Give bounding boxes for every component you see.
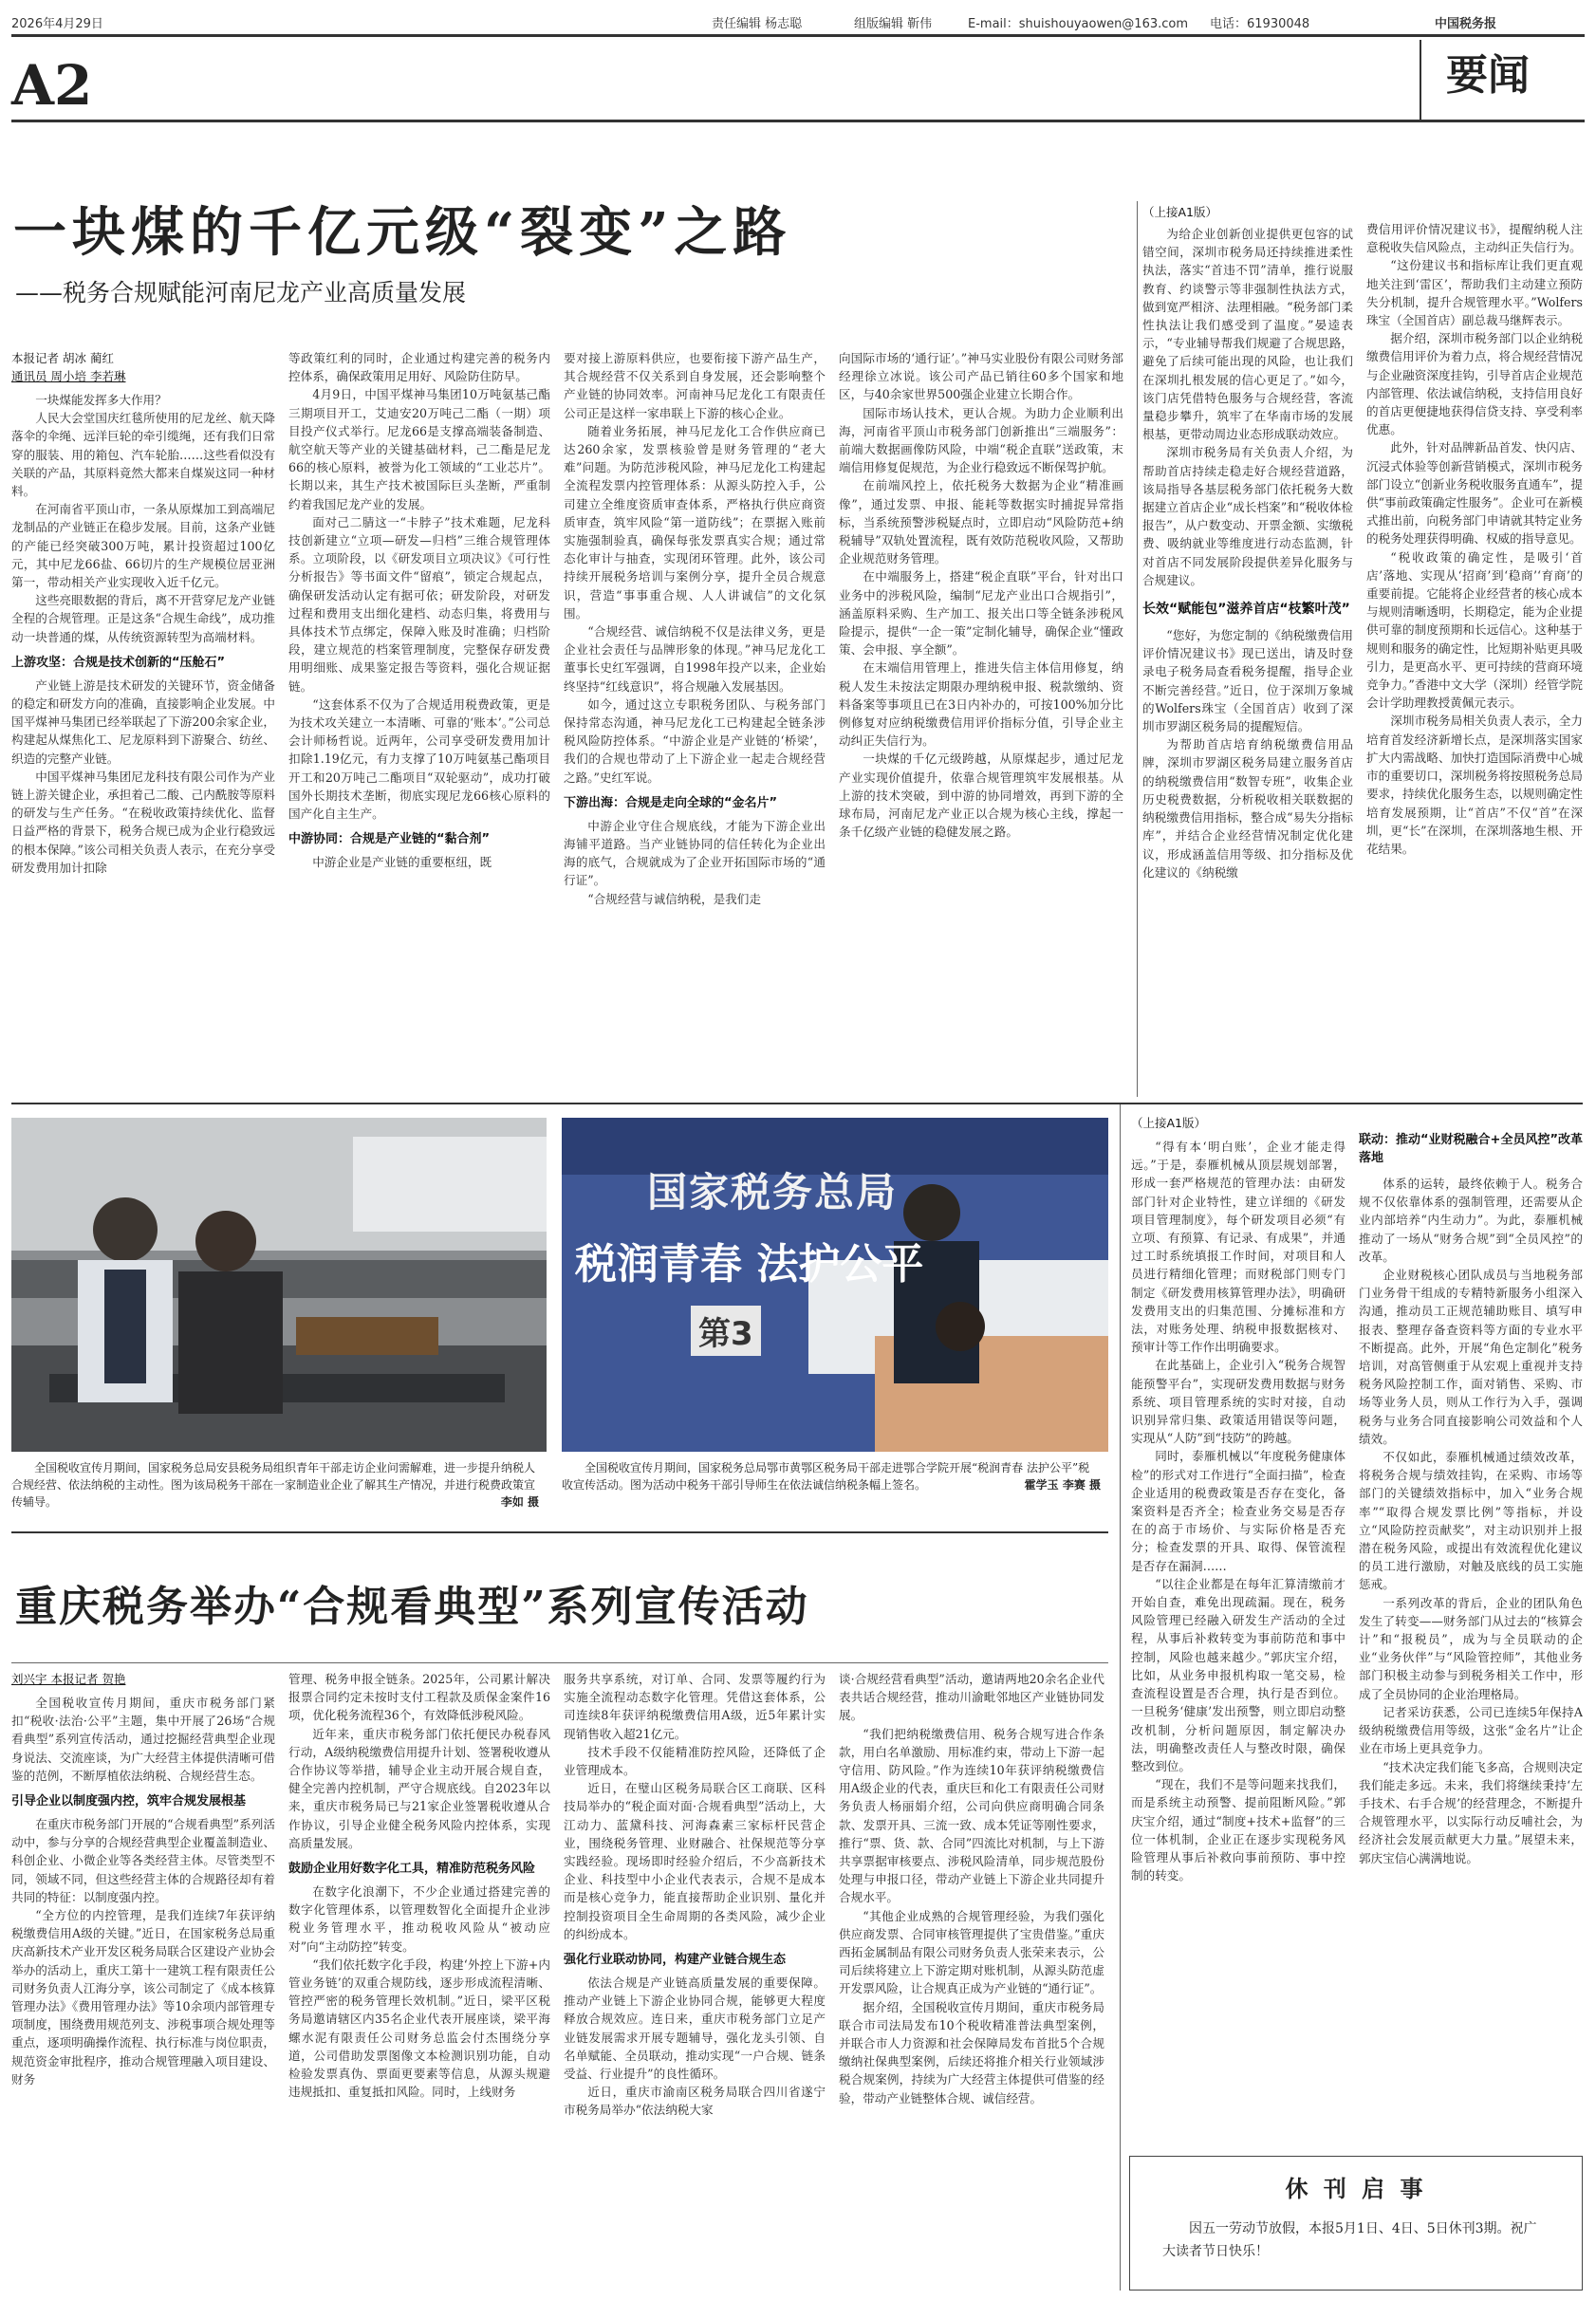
story1-subhead-downstream: 下游出海：合规是走向全球的“金名片” [564,795,778,810]
paragraph: “我们依托数字化手段，构建‘外控上下游+内管业务链’的双重合规防线，逐步形成流程清晰、管控严密的税务管理长效机制。”近日，梁平区税务局邀请辖区内35名企业代表开展座谈，梁平海螺水泥有限责任公司财务总监会付杰围绕分享道，公司借助发票图像文本检测识别功能，自动检验发票真伪、票面更要素等信息，从源头规避违规抵扣、重复抵扣风险。同时，上线财务 [288,1957,550,2100]
paragraph: 中游企业是产业链的重要枢纽，既 [312,855,492,870]
paragraph: 在数字化浪潮下，不少企业通过搭建完善的数字化管理体系，以管理数智化全面提升企业涉税业务管理水平，推动税收风险从“被动应对”向“主动防控”转变。 [288,1884,550,1954]
photo-1 [11,1118,547,1452]
photo-credit: 李如 摄 [500,1495,539,1509]
paragraph: 面对己二腈这一“卡脖子”技术难题，尼龙科技创新建立“立项—研发—归档”三维合规管理体系。立项阶段，以《研发项目立项决议》《可行性分析报告》等书面文件“留痕”，锁定合规起点，确保研发活动认定有据可依；研发阶段，对研发过程和费用支出细化建档、动态归集，将费用与具体技术节点绑定，保障入账及时准确；归档阶段，建立规范的档案管理制度，完整保存研发费用明细账、成果鉴定报告等资料，强化合规证据链。 [288,514,550,694]
story1-byline-1: 本报记者 胡冰 蔺红 [11,351,114,365]
paragraph: 等政策红利的同时，企业通过构建完善的税务内控体系，确保政策用足用好、风险防住防早。 [288,351,550,384]
story4-column-2 [1359,1131,1583,2146]
layout-editor: 组版编辑 靳伟 [854,17,933,31]
story1-column-2 [288,349,550,1099]
paragraph: “我们把纳税缴费信用、税务合规写进合作条款，用白名单激励、用标准约束，带动上下游一起守信用、防风险。”作为连续10年获评纳税缴费信用A级企业的代表，重庆巨和化工有限责任公司财务负责人杨丽娟介绍，公司向供应商明确合同条款、发票开具、三流一致、成本凭证等刚性要求，推行“票、货、款、合同”四流比对机制，与上下游共享票据审核要点、涉税风险清单，同步规范股份处理与申报口径，带动产业链上下游企业共同提升合规水平。 [839,1726,1104,1905]
closure-notice-title: 休 刊 启 事 [1285,2176,1427,2202]
photo-credit: 霍学玉 李赛 摄 [1024,1478,1101,1492]
paragraph: 不仅如此，泰雁机械通过绩效改革，将税务合规与绩效挂钩，在采购、市场等部门的关键绩效指标中，加入“业务合规率”“取得合规发票比例”等指标，并设立“风险防控贡献奖”，对主动识别并上报潜在税务风险，或提出有效流程优化建议的员工进行激励，对触及底线的员工实施惩戒。 [1359,1450,1583,1592]
story1-subhead-midstream: 中游协同：合规是产业链的“黏合剂” [288,832,491,847]
top-rule [11,34,1585,37]
column-divider [1137,201,1138,1097]
paragraph: 近日，重庆市渝南区税务局联合四川省遂宁市税务局举办“依法纳税大家 [564,2085,826,2118]
paragraph: 一块煤的千亿元级跨越，从原煤起步，通过尼龙产业实现价值提升，依靠合规管理筑牢发展根基。从上游的技术突破，到中游的协同增效，再到下游的全球布局，河南尼龙产业正以合规为核心主线，撑起一条千亿级产业链的稳健发展之路。 [839,751,1123,840]
paragraph: 要对接上游原料供应，也要衔接下游产品生产，其合规经营不仅关系到自身发展，还会影响整个产业链的协同效率。河南神马尼龙化工有限责任公司正是这样一家串联上下游的核心企业。 [564,351,826,420]
story1-subtitle: ——税务合规赋能河南尼龙产业高质量发展 [15,279,467,306]
paragraph: 在前端风控上，依托税务大数据为企业“精准画像”，通过发票、申报、能耗等数据实时捕捉异常指标，当系统预警涉税疑点时，立即启动“风险防范+纳税辅导”双轨处置流程，既有效防范税收风险，又帮助企业规范财务管理。 [839,478,1123,566]
paragraph: 企业财税核心团队成员与当地税务部门业务骨干组成的专精特新服务小组深入沟通，推动员工正规范辅助账目、填写申报表、整理存备查资料等方面的专业水平不断提高。此外，开展“角色定制化”税务培训，对高管侧重于从宏观上重视并支持税务风险控制工作，面对销售、采购、市场等业务人员，则从工作行为入手，强调税务与业务合同直接影响公司效益和个人绩效。 [1359,1268,1583,1446]
paragraph: 体系的运转，最终依赖于人。税务合规不仅依靠体系的强制管理，还需要从企业内部培养“内生动力”。为此，泰雁机械推动了一场从“财务合规”到“全员风控”的改革。 [1359,1177,1583,1264]
story4-column-1 [1131,1114,1345,2146]
paragraph: 深圳市税务局相关负责人表示，全力培育首发经济新增长点，是深圳落实国家扩大内需战略、加快打造国际消费中心城市的重要切口，深圳税务将按照税务总局要求，持续优化服务生态，以规则确定性培育发展预期，让“首店”不仅“首”在深圳，更“长”在深圳，在深圳落地生根、开花结果。 [1366,714,1583,856]
story4-subhead: 联动：推动“业财税融合+全员风控”改革落地 [1359,1133,1583,1165]
paragraph: 依法合规是产业链高质量发展的重要保障。推动产业链上下游企业协同合规，能够更大程度释放合规效应。连日来，重庆市税务部门立足产业链发展需求开展专题辅导，强化龙头引领、自名单赋能、全员联动，推动实现“一户合规、链条受益、行业提升”的良性循环。 [564,1975,826,2082]
photo-2-caption [562,1459,1101,1493]
paragraph: 此外，针对品牌新品首发、快闪店、沉浸式体验等创新营销模式，深圳市税务部门设立“创新业务税收服务直通车”，提供“事前政策确定性服务”。企业可在新模式推出前，向税务部门申请就其特定业务的税务处理获得明确、权威的指导意见。 [1366,440,1583,547]
paragraph: “合规经营与诚信纳税，是我们走 [587,891,761,906]
photo-2 [562,1118,1108,1452]
column-divider [1120,1104,1121,2291]
paragraph: “现在，我们不是等问题来找我们，而是系统主动预警、提前阻断风险。”郭庆宝介绍，通过“制度+技术+监督”的三位一体机制，企业正在逐步实现税务风险管理从事后补救向事前预防、事中控制的转变。 [1131,1777,1345,1883]
story3-column-1 [11,1670,275,2291]
story2-column-2 [1366,220,1583,1097]
paragraph: 全国税收宣传月期间，重庆市税务部门紧扣“税收·法治·公平”主题，集中开展了26场“合规看典型”系列宣传活动，通过挖掘经营典型企业现身说法、交流座谈，为广大经营主体提供清晰可借鉴的范例，不断厚植依法纳税、合规经营生态。 [11,1696,275,1783]
story1-title: 一块煤的千亿元级“裂变”之路 [13,201,792,264]
paragraph: “合规经营、诚信纳税不仅是法律义务，更是企业社会责任与品牌形象的体现。”神马尼龙化工董事长史红军强调，自1998年投产以来，企业始终坚持“红线意识”，将合规融入发展基因。 [564,624,826,694]
paragraph: 在此基础上，企业引入“税务合规智能预警平台”，实现研发费用数据与财务系统、项目管理系统的实时对接，自动识别异常归集、政策适用错误等问题，实现从“人防”到“技防”的跨越。 [1131,1358,1345,1446]
section-label: 要闻 [1446,51,1530,100]
story3-column-3 [564,1670,826,2291]
caption-text: 全国税收宣传月期间，国家税务总局鄂市黄鄂区税务局干部走进鄂合学院开展“税润青春 法护公平”税收宣传活动。图为活动中税务干部引导师生在依法诚信纳税条幅上签名。 [562,1461,1090,1492]
contact-email[interactable]: E-mail：shuishouyaowen@163.com [968,17,1189,31]
paragraph: 中国平煤神马集团尼龙科技有限公司作为产业链上游关键企业，承担着己二酸、己内酰胺等原料的研发与生产任务。“在税收政策持续优化、监督日益严格的背景下，税务合规已成为企业行稳致远的根本保障。”该公司相关负责人表示，在充分享受研发费用加计扣除 [11,769,275,875]
paragraph: 随着业务拓展，神马尼龙化工合作供应商已达260余家，发票核验曾是财务管理的“老大难”问题。为防范涉税风险，神马尼龙化工构建起全流程发票内控管理体系：从源头防控入手，公司建立全维度资质审查体系，严格执行供应商资质审查，筑牢风险“第一道防线”；在票据入账前实施强制验真，确保每张发票真实合规；通过常态化审计与抽查，实现闭环管理。此外，该公司持续开展税务培训与案例分享，提升全员合规意识，营造“事事重合规、人人讲诚信”的文化氛围。 [564,423,826,621]
story3-top-rule [11,1531,1108,1533]
paragraph: 在中端服务上，搭建“税企直联”平台，针对出口业务中的涉税风险，编制“尼龙产业出口合规指引”，涵盖原料采购、生产加工、报关出口等全链条涉税风险提示，提供“一企一策”定制化辅导，确保企业“懂政策、会申报、享全额”。 [839,569,1123,658]
story4-continued-label: （上接A1版） [1131,1116,1207,1130]
story3-byline: 刘兴宇 本报记者 贺艳 [11,1672,126,1686]
story1-byline-2: 通讯员 周小培 李若琳 [11,369,126,383]
paragraph: 在重庆市税务部门开展的“合规看典型”系列活动中，参与分享的合规经营典型企业覆盖制造业、科创企业、小微企业等各类经营主体。尽管类型不同，领域不同，但这些经营主体的合规路径却有着共同的特征：以制度强内控。 [11,1817,275,1904]
mid-rule [11,1103,1583,1104]
paragraph: 谈·合规经营看典型”活动，邀请两地20余名企业代表共话合规经营，推动川渝毗邻地区产业链协同发展。 [839,1672,1104,1723]
paragraph: 一块煤能发挥多大作用？ [35,393,167,407]
paragraph: 近日，在璧山区税务局联合区工商联、区科技局举办的“税企面对面·合规看典型”活动上，大江动力、蓝黛科技、河海森素三家标杆民营企业，围绕税务管理、业财融合、社保规范等分享实践经验。现场即时经验介绍后，不少高新技术企业、科技型中小企业代表表示，合规不是成本而是核心竞争力，能直接帮助企业识别、量化并控制投资项目全生命周期的各类风险，减少企业的纠纷成本。 [564,1781,826,1941]
paragraph: 记者采访获悉，公司已连续5年保持A级纳税缴费信用等级，这张“金名片”让企业在市场上更具竞争力。 [1359,1704,1583,1756]
story1-column-1 [11,349,275,1099]
paragraph: 近年来，重庆市税务部门依托便民办税春风行动，A级纳税缴费信用提升计划、签署税收遵从合作协议等举措，辅导企业主动开展合规自查，健全完善内控机制，严守合规底线。自2023年以来，重庆市税务局已与21家企业签署税收遵从合作协议，引导企业健全税务风险内控体系，实现高质量发展。 [288,1726,550,1850]
paragraph: 服务共享系统，对订单、合同、发票等履约行为实施全流程动态数字化管理。凭借这套体系，公司连续8年获评纳税缴费信用A级，近5年累计实现销售收入超21亿元。 [564,1672,826,1741]
paragraph: 在末端信用管理上，推进失信主体信用修复，纳税人发生未按法定期限办理纳税申报、税款缴纳、资料备案等事项且已在3日内补办的，可按100%加分比例修复对应纳税缴费信用评价指标分值，引导企业主动纠正失信行为。 [839,660,1123,749]
story1-subhead-upstream: 上游攻坚：合规是技术创新的“压舱石” [11,655,226,670]
story3-subhead-digital: 鼓励企业用好数字化工具，精准防范税务风险 [288,1862,536,1877]
paragraph: 4月9日，中国平煤神马集团10万吨氨基己酯三期项目开工，艾迪安20万吨己二酯（一期）项目投产仪式举行。尼龙66是支撑高端装备制造、航空航天等产业的关键基础材料，己二酯是尼龙66的核心原料，被誉为化工领域的“工业芯片”。长期以来，其生产技术被国际巨头垄断，严重制约着我国尼龙产业的发展。 [288,387,550,511]
page-number: A2 [11,53,93,118]
paragraph: 产业链上游是技术研发的关键环节，资金储备的稳定和研发方向的准确，直接影响企业发展。中国平煤神马集团已经举联起了下游200余家企业，构建起从煤焦化工、尼龙原料到下游聚合、纺丝、织造的完整产业链。 [11,677,275,766]
banner-number: 第3 [691,1306,761,1356]
story2-continued-label: （上接A1版） [1142,205,1218,219]
story2-subhead: 长效“赋能包”滋养首店“枝繁叶茂” [1142,602,1350,618]
paragraph: “其他企业成熟的合规管理经验，为我们强化供应商发票、合同审核管理提供了宝贵借鉴。”重庆西拓金属制品有限公司财务负责人张荣来表示，公司后续将建立上下游定期对账机制，从源头防范虚开发票风险，让合规真正成为产业链的“通行证”。 [839,1908,1104,1996]
paragraph: 同时，泰雁机械以“年度税务健康体检”的形式对工作进行“全面扫描”，检查企业适用的税费政策是否存在变化，备案资料是否齐全；检查业务交易是否存在的高于市场价、与实际价格是否充分；检查发票的开具、取得、保管流程是否存在漏洞…… [1131,1449,1345,1573]
header-rule [11,120,1585,122]
story3-column-2 [288,1670,550,2291]
paragraph: “技术决定我们能飞多高，合规则决定我们能走多远。未来，我们将继续秉持‘左手技术、右手合规’的经营理念，不断提升合规管理水平，以实际行动反哺社会，为经济社会发展贡献更大力量。”展望未来，郭庆宝信心满满地说。 [1359,1759,1583,1865]
paragraph: 深圳市税务局有关负责人介绍，为帮助首店持续走稳走好合规经营道路，该局指导各基层税务部门依托税务大数据建立首店企业“成长档案”和“税收体检报告”，从户数变动、开票金额、实缴税费、吸纳就业等维度进行动态监测，针对首店不同发展阶段提供差异化服务与合规建议。 [1142,445,1353,587]
story2-column-1 [1142,203,1353,1097]
paragraph: 向国际市场的‘通行证’。”神马实业股份有限公司财务部经理徐立冰说。该公司产品已销往60多个国家和地区，与40余家世界500强企业建立长期合作。 [839,351,1123,402]
closure-notice-text: 因五一劳动节放假，本报5月1日、4日、5日休刊3期。祝广大读者节日快乐！ [1162,2221,1537,2259]
issue-date: 2026年4月29日 [11,17,103,31]
paragraph: “得有本‘明白账’，企业才能走得远。”于是，泰雁机械从顶层规划部署，形成一套严格规范的管理办法：由研发部门针对企业特性，建立详细的《研发项目管理制度》，每个研发项目必须“有立项、有预算、有记录、有成果”，并通过工时系统填报工作时间，对项目和人员进行精细化管理；而财税部门则专门制定《研发费用核算管理办法》，明确研发费用支出的归集范围、分摊标准和方法，对账务处理、纳税申报数据核对、预审计等工作作出明确要求。 [1131,1140,1345,1355]
paragraph: 中游企业守住合规底线，才能为下游企业出海铺平道路。当产业链协同的信任转化为企业出海的底气，合规就成为了企业开拓国际市场的“通行证”。 [564,818,826,888]
story1-column-4 [839,349,1123,1099]
paragraph: 一系列改革的背后，企业的团队角色发生了转变——财务部门从过去的“核算会计”和“报税员”，成为与全员联动的企业“业务伙伴”与“风险管控师”，其他业务部门积极主动参与到税务相关工作中，形成了全员协同的企业治理格局。 [1359,1595,1583,1701]
caption-text: 全国税收宣传月期间，国家税务总局安县税务局组织青年干部走访企业问需解难，进一步提升纳税人合规经营、依法纳税的主动性。图为该局税务干部在一家制造业企业了解其生产情况，并进行税费政策宣传辅导。 [11,1461,536,1509]
story3-subhead-industry-chain: 强化行业联动协同，构建产业链合规生态 [564,1953,787,1968]
paragraph: “这份建议书和指标库让我们更直观地关注到‘雷区’，帮助我们主动建立预防失分机制，提升合规管理水平。”Wolfers珠宝（全国首店）副总裁马继辉表示。 [1366,258,1583,328]
paragraph: 这些亮眼数据的背后，离不开营穿尼龙产业链全程的合规管理。正是这条“合规生命线”，成功推动一块普通的煤，从传统资源转型为高端材料。 [11,593,275,644]
paragraph: “税收政策的确定性，是吸引‘首店’落地、实现从‘招商’到‘稳商’‘育商’的重要前提。它能将企业经营者的核心成本与规则清晰透明，长期稳定，能为企业提供可靠的制度预期和长远信心。这种基于规则和服务的确定性，比短期补贴更具吸引力，是更高水平、更可持续的营商环境竞争力。”香港中文大学（深圳）经管学院会计学助理教授黄佩元表示。 [1366,549,1583,711]
paragraph: 人民大会堂国庆红毯所使用的尼龙丝、航天降落伞的伞绳、远洋巨轮的牵引缆绳，还有我们日常穿的服装、用的箱包、汽车轮胎……这些看似没有关联的产品，其原料竟然大都来自煤炭这同一种材料。 [11,411,275,499]
paragraph: “您好，为您定制的《纳税缴费信用评价情况建议书》现已送出，请及时登录电子税务局查看税务提醒，指导企业不断完善经营。”近日，位于深圳万象城的Wolfers珠宝（全国首店）收到了深圳市罗湖区税务局的提醒短信。 [1142,628,1353,734]
story3-subhead-internal-control: 引导企业以制度强内控，筑牢合规发展根基 [11,1794,247,1809]
paragraph: 技术手段不仅能精准防控风险，还降低了企业管理成本。 [564,1744,826,1778]
paragraph: 费信用评价情况建议书》，提醒纳税人注意税收失信风险点，主动纠正失信行为。 [1366,222,1583,255]
contact-phone: 电话：61930048 [1210,17,1310,31]
banner-slogan: 税润青春 法护公平 [575,1240,924,1289]
photo-1-caption [11,1459,539,1511]
responsible-editor: 责任编辑 杨志聪 [712,17,803,31]
story3-column-4 [839,1670,1104,2291]
paragraph: “这套体系不仅为了合规适用税费政策，更是为技术攻关建立一本清晰、可靠的‘账本’。”公司总会计师杨哲说。近两年，公司享受研发费用加计扣除1.19亿元，有力支撑了10万吨氨基己酯项目开工和20万吨己二酯项目“双轮驱动”，成功打破国外长期技术垄断，彻底实现尼龙66核心原料的国产化自主生产。 [288,696,550,822]
story3-title-rule [11,1662,1108,1663]
top-bar [11,13,1585,32]
paragraph: 如今，通过这立专职税务团队、与税务部门保持常态沟通，神马尼龙化工已构建起全链条涉税风险防控体系。“中游企业是产业链的‘桥梁’，我们的合规也带动了上下游企业一起走合规经营之路。”史红军说。 [564,696,826,785]
paragraph: “全方位的内控管理，是我们连续7年获评纳税缴费信用A级的关键。”近日，在国家税务总局重庆高新技术产业开发区税务局联合区建设产业协会举办的活动上，重庆工第十一建筑工程有限责任公司财务负责人江海分享，该公司制定了《成本核算管理办法》《费用管理办法》等10余项内部管理专项制度，围绕费用规范列支、涉税事项合规处理等重点，逐项明确操作流程、执行标准与岗位职责，规范资金审批程序，推动合规管理融入项目建设、财务 [11,1908,275,2087]
banner-top-text: 国家税务总局 [647,1169,899,1215]
paragraph: 据介绍，深圳市税务部门以企业纳税缴费信用评价为着力点，将合规经营情况与企业融资深度挂钩，引导首店企业规范内部管理、依法诚信纳税，支持信用良好的首店更便捷地获得信贷支持、享受利率优惠。 [1366,331,1583,437]
newspaper-brand: 中国税务报 [1435,17,1497,31]
paragraph: 为给企业创新创业提供更包容的试错空间，深圳市税务局还持续推进柔性执法，落实“首违不罚”清单，推行说服教育、约谈警示等非强制性执法方式，做到宽严相济、法理相融。“税务部门柔性执法让我们感受到了温度。”晏逵表示，“专业辅导帮我们规避了合规思路，避免了后续可能出现的风险，也让我们在深圳扎根发展的信心更足了。”如今，该门店凭借特色服务与合规经营，客流量稳步攀升，筑牢了在华南市场的发展根基，更带动周边业态形成联动效应。 [1142,227,1353,442]
closure-notice-box [1129,2156,1583,2291]
story1-column-3 [564,349,826,1099]
paragraph: 为帮助首店培育纳税缴费信用品牌，深圳市罗湖区税务局建立服务首店的纳税缴费信用“数智专班”，收集企业历史税费数据，分析税收相关联数据的纳税缴费信用指标，整合成“易失分指标库”，并结合企业经营情况制定优化建议，形成涵盖信用等级、扣分指标及优化建议的《纳税缴 [1142,737,1353,880]
paragraph: 国际市场认技术，更认合规。为助力企业顺利出海，河南省平顶山市税务部门创新推出“三端服务”：前端大数据画像防风险，中端“税企直联”送政策，末端信用修复促规范，为企业行稳致远不断保驾护航。 [839,405,1123,475]
paragraph: 管理、税务申报全链条。2025年，公司累计解决报票合同约定未按时支付工程款及质保金案件16项，优化税务流程36个，有效降低涉税风险。 [288,1672,550,1723]
paragraph: 据介绍，全国税收宣传月期间，重庆市税务局联合市司法局发布10个税收精准普法典型案例，并联合市人力资源和社会保障局发布首批5个合规缴纳社保典型案例，后续还将推介相关行业领域涉税合规案例，持续为广大经营主体提供可借鉴的经验，带动产业链整体合规、诚信经营。 [839,1999,1104,2105]
factory-photo-image [11,1118,547,1452]
paragraph: “以往企业都是在每年汇算清缴前才开始自查，难免出现疏漏。现在，税务风险管理已经融入研发生产活动的全过程，从事后补救转变为事前防范和事中控制，风险也越来越少。”郭庆宝介绍，比如，从业务申报机构取一笔交易，检查流程设置是否合理，执行是否到位。一旦税务‘健康’发出预警，则立即启动整改机制，分析问题原因，制定解决办法，明确整改责任人与整改时限，确保整改到位。 [1131,1576,1345,1773]
paragraph: 在河南省平顶山市，一条从原煤加工到高端尼龙制品的产业链正在稳步发展。目前，这条产业链的产能已经突破300万吨，累计投资超过100亿元，其中尼龙66盐、66切片的生产规模位居亚洲第一，带动相关产业实现收入近千亿元。 [11,502,275,590]
section-box [1420,40,1575,120]
story3-title: 重庆税务举办“合规看典型”系列宣传活动 [15,1583,809,1631]
